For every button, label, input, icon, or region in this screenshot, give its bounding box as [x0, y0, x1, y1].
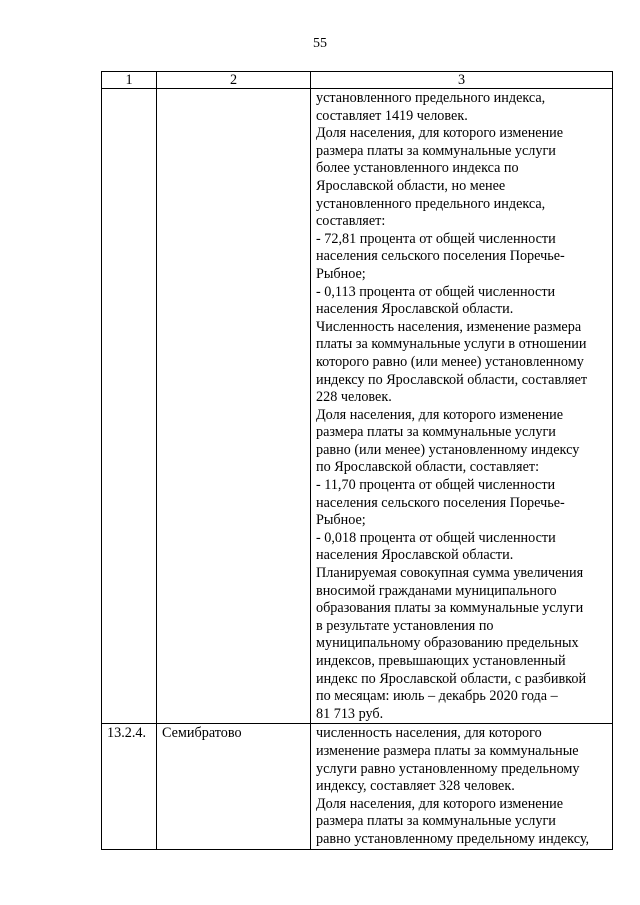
text-line: Планируемая совокупная сумма увеличения: [316, 565, 584, 582]
description-cell: [311, 724, 613, 849]
description-cell: [311, 89, 613, 724]
text-line: размера платы за коммунальные услуги: [316, 424, 556, 441]
text-line: составляет:: [316, 213, 386, 230]
column-header-3: 3: [311, 72, 613, 89]
text-line: по Ярославской области, составляет:: [316, 459, 540, 476]
text-line: равно (или менее) установленному индексу: [316, 441, 580, 458]
text-line: более установленного индекса по: [316, 160, 519, 177]
text-line: индексу, составляет 328 человек.: [316, 778, 515, 795]
text-line: Рыбное;: [316, 265, 366, 282]
text-line: - 0,018 процента от общей численности: [316, 529, 556, 546]
text-line: равно установленному предельному индексу,: [316, 830, 590, 847]
text-line: по месяцам: июль – декабрь 2020 года –: [316, 688, 558, 705]
text-line: установленного предельного индекса,: [316, 195, 546, 212]
text-line: платы за коммунальные услуги в отношении: [316, 336, 587, 353]
column-header-1: 1: [102, 72, 157, 89]
text-line: размера платы за коммунальные услуги: [316, 142, 556, 159]
text-line: установленного предельного индекса,: [316, 90, 546, 106]
text-line: индексу по Ярославской области, составляет: [316, 371, 588, 388]
page-number: 55: [313, 36, 327, 51]
text-line: населения сельского поселения Поречье-: [316, 248, 565, 265]
text-line: - 11,70 процента от общей численности: [316, 477, 556, 494]
text-line: индекс по Ярославской области, с разбивкой: [316, 670, 587, 687]
settlement-name-cell: [157, 89, 311, 724]
text-line: Доля населения, для которого изменение: [316, 125, 564, 142]
table-row: [102, 724, 613, 849]
table-header-row: [102, 72, 613, 89]
text-line: - 0,113 процента от общей численности: [316, 283, 556, 300]
document-table: [101, 71, 613, 850]
item-number-cell: [102, 89, 157, 724]
text-line: образования платы за коммунальные услуги: [316, 600, 584, 617]
settlement-name-cell: Семибратово: [157, 724, 311, 849]
text-line: муниципальному образованию предельных: [316, 635, 579, 652]
text-line: в результате установления по: [316, 617, 494, 634]
text-line: 81 713 руб.: [316, 705, 384, 722]
text-line: - 72,81 процента от общей численности: [316, 230, 556, 247]
text-line: численность населения, для которого: [316, 725, 542, 742]
text-line: Рыбное;: [316, 512, 366, 529]
table-row: [102, 89, 613, 724]
text-line: населения сельского поселения Поречье-: [316, 494, 565, 511]
text-line: индексов, превышающих установленный: [316, 653, 566, 669]
text-line: составляет 1419 человек.: [316, 107, 468, 124]
text-line: населения Ярославской области.: [316, 547, 514, 564]
text-line: которого равно (или менее) установленному: [316, 353, 584, 370]
text-line: Численность населения, изменение размера: [316, 318, 582, 335]
text-line: услуги равно установленному предельному: [316, 760, 580, 777]
text-line: Доля населения, для которого изменение: [316, 406, 564, 423]
table-body: [102, 89, 613, 850]
text-line: изменение размера платы за коммунальные: [316, 742, 579, 759]
text-line: размера платы за коммунальные услуги: [316, 813, 556, 830]
column-header-2: 2: [157, 72, 311, 89]
text-line: населения Ярославской области.: [316, 301, 514, 318]
text-line: 228 человек.: [316, 389, 392, 406]
item-number-cell: 13.2.4.: [102, 724, 157, 849]
text-line: вносимой гражданами муниципального: [316, 582, 557, 599]
text-line: Доля населения, для которого изменение: [316, 795, 564, 812]
text-line: Ярославской области, но менее: [316, 177, 506, 194]
